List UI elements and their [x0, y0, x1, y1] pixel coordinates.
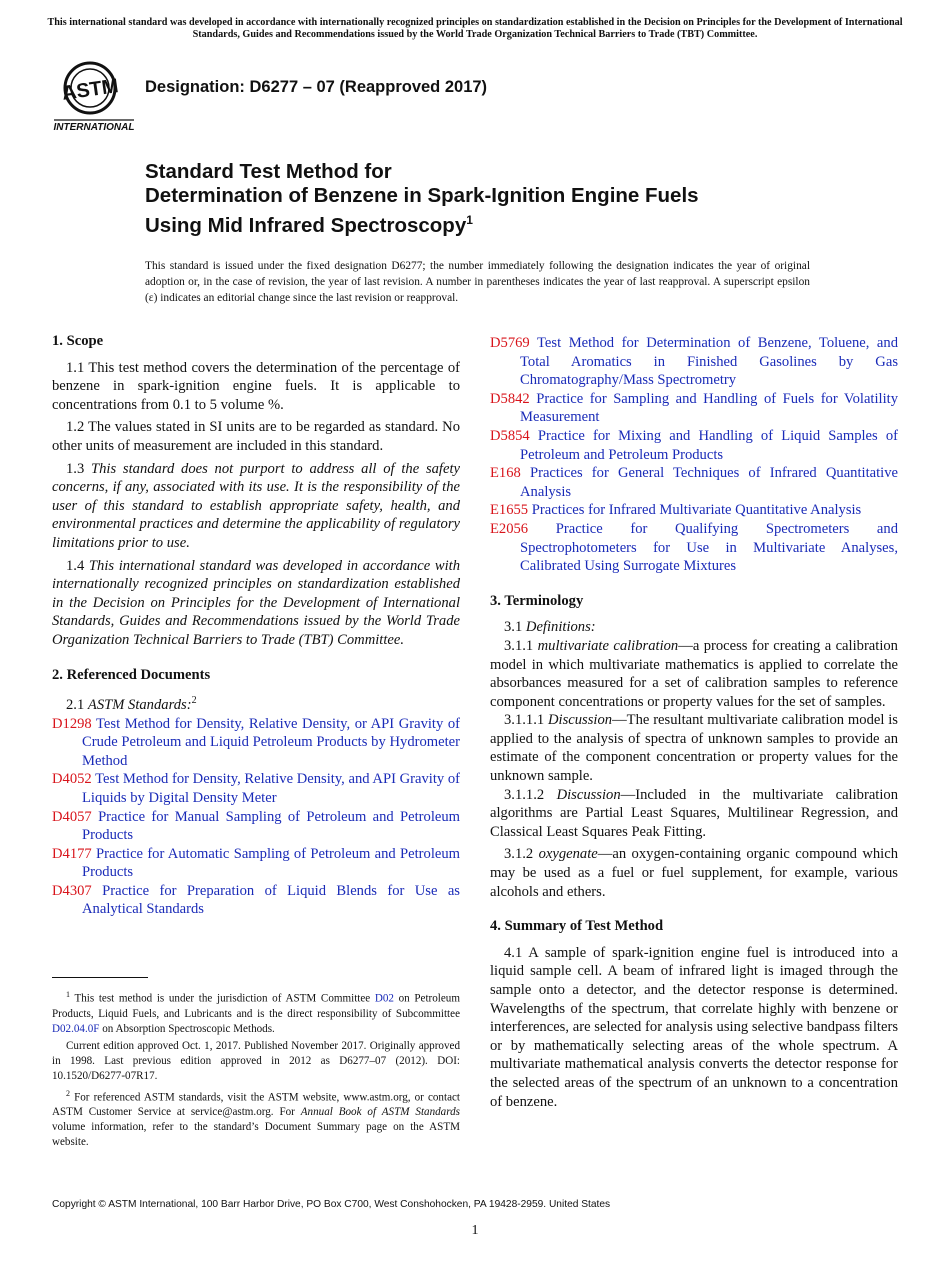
top-notice: This international standard was developed in accordance with internationally recognized principles on standardization established in the Decision on Principles for the Development of International Standards, Guides and Recommendations issued by the World Trade Organization Technical Barriers to Trade (TBT) Committee.: [47, 17, 903, 40]
term-multivariate-calibration: 3.1.1 multivariate calibration—a process for creating a calibration model in which multivariate mathematics is applied to correlate the absorbances measured for a set of calibration samples to reference component concentrations or property values for the set of samples.: [490, 637, 898, 710]
issuance-statement: This standard is issued under the fixed designation D6277; the number immediately following the designation indicates the year of original adoption or, in the case of revision, the year of last revision. A number in parentheses indicates the year of last reapproval. A superscript epsilon (ε) indicates an editorial change since the last revision or reapproval.: [145, 260, 810, 304]
title-line-2: Determination of Benzene in Spark-Ignition Engine Fuels: [145, 184, 699, 207]
designation: Designation: D6277 – 07 (Reapproved 2017): [145, 78, 488, 96]
ref-item-e168[interactable]: E168 Practices for General Techniques of Infrared Quantitative Analysis: [490, 465, 898, 500]
astm-standards-label: 2.1 ASTM Standards:$^2$: [66, 695, 197, 713]
document-title: [145, 160, 699, 238]
terminology-heading: 3. Terminology: [490, 592, 584, 609]
ref-item-d5769[interactable]: D5769 Test Method for Determination of Benzene, Toluene, and Total Aromatics in Finished Gasolines by Gas Chromatography/Mass Spectrometry: [490, 335, 898, 389]
subcommittee-link[interactable]: D02.04.0F: [52, 1022, 100, 1035]
footnote-divider: [52, 977, 148, 978]
scope-1-4: 1.4 This international standard was developed in accordance with internationally recognized principles on standardization established in the Decision on Principles for the Development of International Standards, Guides and Recommendations issued by the World Trade Organization Technical Barriers to Trade (TBT) Committee.: [52, 557, 461, 648]
term-oxygenate: 3.1.2 oxygenate—an oxygen-containing organic compound which may be used as a fuel or fuel supplement, for example, various alcohols and ethers.: [490, 846, 898, 900]
copyright-notice: Copyright © ASTM International, 100 Barr Harbor Drive, PO Box C700, West Conshohocken, PA 19428-2959. United States: [52, 1199, 611, 1210]
term-discussion-1: 3.1.1.1 Discussion—The resultant multivariate calibration model is applied to the analysis of spectra of unknown samples to provide an estimate of the component concentration or property values for the unknown sample.: [490, 712, 898, 785]
scope-1-3: 1.3 This standard does not purport to address all of the safety concerns, if any, associated with its use. It is the responsibility of the user of this standard to establish appropriate safety, health, and environmental practices and determine the applicability of regulatory limitations prior to use.: [52, 460, 460, 551]
title-line-1: Standard Test Method for: [145, 160, 392, 183]
summary-4-1: 4.1 A sample of spark-ignition engine fuel is introduced into a liquid sample cell. A beam of infrared light is imaged through the sample onto a detector, and the detector response is determined. Wavelengths of the spectrum, that correlate highly with benzene or interferences, are selected for analysis using selective bandpass filters or by mathematically selecting areas of the whole spectrum. A multivariate mathematical analysis converts the detector response for the selected areas of the spectrum of an unknown to a concentration of benzene.: [490, 944, 898, 1110]
ref-item-e1655[interactable]: E1655 Practices for Infrared Multivariate Quantitative Analysis: [490, 502, 862, 519]
footnotes: [52, 987, 460, 1152]
right-column: [490, 334, 898, 1115]
ref-item-d5842[interactable]: D5842 Practice for Sampling and Handling of Fuels for Volatility Measurement: [490, 390, 898, 426]
committee-link[interactable]: D02: [374, 992, 394, 1005]
ref-item-d4307[interactable]: D4307 Practice for Preparation of Liquid Blends for Use as Analytical Standards: [52, 882, 460, 918]
ref-item-d4052[interactable]: D4052 Test Method for Density, Relative Density, and API Gravity of Liquids by Digital Density Meter: [52, 771, 460, 806]
ref-item-e2056[interactable]: E2056 Practice for Qualifying Spectrometers and Spectrophotometers for Use in Multivariate Analyses, Calibrated Using Surrogate Mixtures: [490, 520, 898, 575]
referenced-documents-heading: 2. Referenced Documents: [52, 666, 211, 683]
footnote-1: $^1$ This test method is under the jurisdiction of ASTM Committee D02 on Petroleum Products, Liquid Fuels, and Lubricants and is the direct responsibility of Subcommittee D02.04.0F on Absorption Spectroscopic Methods.: [52, 990, 460, 1035]
ref-item-d5854[interactable]: D5854 Practice for Mixing and Handling of Liquid Samples of Petroleum and Petroleum Products: [490, 427, 898, 463]
svg-text:INTERNATIONAL: INTERNATIONAL: [53, 122, 135, 133]
ref-item-d4177[interactable]: D4177 Practice for Automatic Sampling of Petroleum and Petroleum Products: [52, 845, 460, 881]
title-line-3: Using Mid Infrared Spectroscopy$^1$: [145, 213, 473, 237]
astm-logo: [52, 58, 136, 134]
definitions-label: 3.1 Definitions:: [504, 619, 596, 636]
title-footnote-mark: 1: [466, 213, 473, 227]
term-discussion-2: 3.1.1.2 Discussion—Included in the multivariate calibration algorithms are Partial Least Squares, Multilinear Regression, and Classical Least Squares Peak Fitting.: [490, 786, 898, 840]
scope-1-1: 1.1 This test method covers the determination of the percentage of benzene in spark-ignition engine fuels. It is applicable to concentrations from 0.1 to 5 volume %.: [52, 359, 460, 413]
scope-1-2: 1.2 The values stated in SI units are to be regarded as standard. No other units of measurement are included in this standard.: [52, 419, 460, 454]
page-number: 1: [471, 1223, 479, 1238]
svg-text:ASTM: ASTM: [60, 75, 120, 105]
scope-heading: 1. Scope: [52, 333, 104, 349]
summary-heading: 4. Summary of Test Method: [490, 918, 664, 935]
left-column: [52, 332, 460, 919]
ref-item-d1298[interactable]: D1298 Test Method for Density, Relative Density, or API Gravity of Crude Petroleum and Liquid Petroleum Products by Hydrometer Method: [52, 715, 460, 769]
footnote-edition: Current edition approved Oct. 1, 2017. Published November 2017. Originally approved in 1998. Last previous edition approved in 2012 as D6277–07 (2012). DOI: 10.1520/D6277-07R17.: [52, 1039, 460, 1082]
footnote-2: $^2$ For referenced ASTM standards, visit the ASTM website, www.astm.org, or contact ASTM Customer Service at service@astm.org. For Annual Book of ASTM Standards volume information, refer to the standard’s Document Summary page on the ASTM website.: [52, 1088, 460, 1149]
ref-item-d4057[interactable]: D4057 Practice for Manual Sampling of Petroleum and Petroleum Products: [52, 808, 460, 844]
